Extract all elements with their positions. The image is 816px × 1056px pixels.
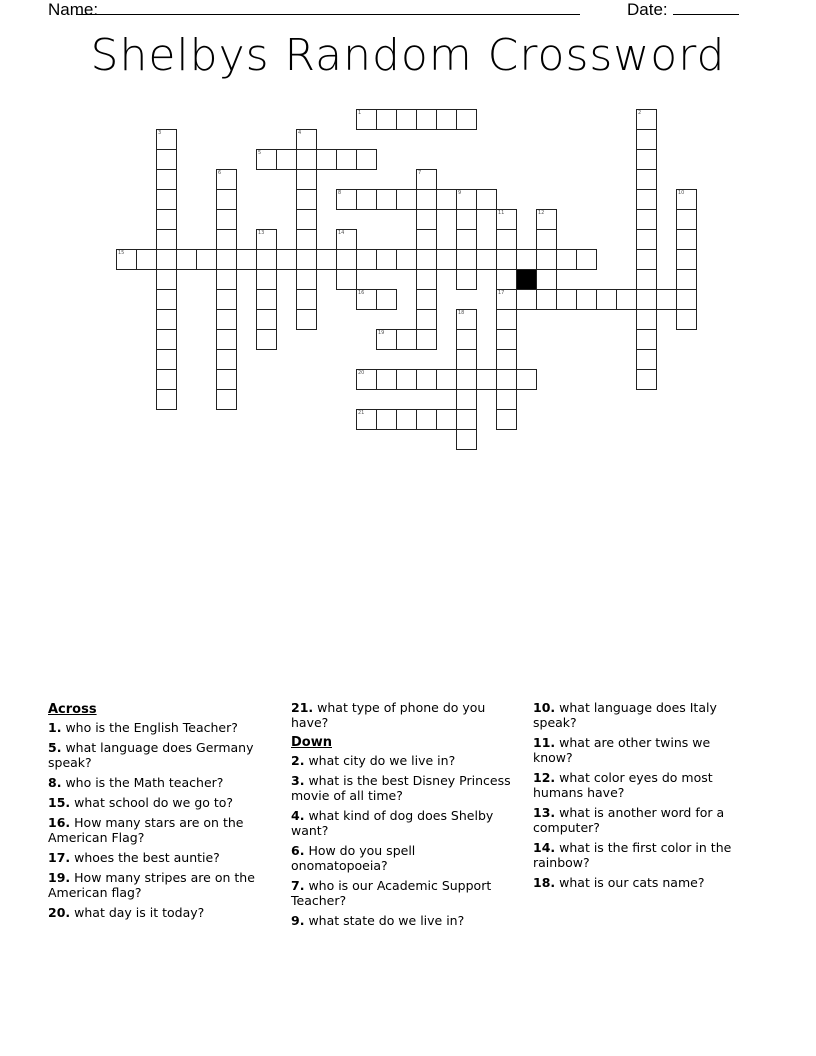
crossword-cell[interactable] (676, 209, 697, 230)
crossword-cell[interactable] (396, 109, 417, 130)
crossword-cell[interactable] (256, 269, 277, 290)
crossword-cell[interactable] (596, 289, 617, 310)
crossword-cell[interactable] (376, 329, 397, 350)
crossword-cell[interactable] (376, 249, 397, 270)
clue-down-12 (533, 770, 743, 800)
crossword-cell[interactable] (456, 229, 477, 250)
clue-across-1 (48, 720, 263, 735)
clue-down-2 (291, 753, 511, 768)
crossword-cell[interactable] (156, 329, 177, 350)
crossword-cell[interactable] (336, 269, 357, 290)
clue-across-19 (48, 870, 263, 900)
crossword-cell[interactable] (456, 349, 477, 370)
crossword-cell[interactable] (156, 149, 177, 170)
crossword-cell[interactable] (496, 229, 517, 250)
crossword-cell[interactable] (456, 409, 477, 430)
crossword-cell[interactable] (296, 309, 317, 330)
clue-number: 8. (48, 775, 62, 790)
crossword-cell[interactable] (416, 369, 437, 390)
cell-number: 20 (358, 370, 365, 376)
crossword-cell[interactable] (216, 169, 237, 190)
clue-text: what is our cats name? (559, 875, 705, 890)
crossword-cell[interactable] (156, 129, 177, 150)
clues-column-3 (533, 700, 743, 895)
clue-number: 6. (291, 843, 305, 858)
crossword-cell[interactable] (676, 289, 697, 310)
crossword-cell[interactable] (416, 189, 437, 210)
crossword-cell[interactable] (496, 349, 517, 370)
crossword-cell[interactable] (296, 269, 317, 290)
crossword-cell[interactable] (156, 389, 177, 410)
crossword-cell[interactable] (276, 149, 297, 170)
crossword-cell[interactable] (156, 209, 177, 230)
name-field[interactable] (76, 14, 580, 15)
crossword-cell[interactable] (376, 109, 397, 130)
crossword-cell[interactable] (156, 169, 177, 190)
crossword-cell[interactable] (296, 169, 317, 190)
clue-number: 2. (291, 753, 305, 768)
clue-down-11 (533, 735, 743, 765)
clue-across-15 (48, 795, 263, 810)
cell-number: 7 (418, 170, 422, 176)
crossword-cell[interactable] (496, 269, 517, 290)
crossword-cell[interactable] (476, 189, 497, 210)
cell-number: 12 (538, 210, 545, 216)
clue-across-17 (48, 850, 263, 865)
clue-text: what day is it today? (74, 905, 205, 920)
cell-number: 5 (258, 150, 262, 156)
crossword-cell[interactable] (456, 389, 477, 410)
crossword-cell[interactable] (216, 189, 237, 210)
crossword-cell[interactable] (456, 189, 477, 210)
crossword-cell[interactable] (256, 289, 277, 310)
clue-text: How do you spell onomatopoeia? (291, 843, 416, 873)
crossword-cell[interactable] (416, 309, 437, 330)
crossword-cell[interactable] (256, 329, 277, 350)
crossword-cell[interactable] (536, 249, 557, 270)
crossword-cell[interactable] (156, 309, 177, 330)
crossword-cell[interactable] (536, 269, 557, 290)
crossword-cell[interactable] (296, 229, 317, 250)
crossword-cell[interactable] (296, 289, 317, 310)
clue-number: 19. (48, 870, 71, 885)
crossword-cell[interactable] (396, 369, 417, 390)
crossword-cell[interactable] (436, 369, 457, 390)
cell-number: 9 (458, 190, 462, 196)
cell-number: 21 (358, 410, 365, 416)
clue-down-14 (533, 840, 743, 870)
crossword-cell[interactable] (496, 309, 517, 330)
crossword-cell[interactable] (336, 149, 357, 170)
crossword-cell[interactable] (496, 409, 517, 430)
across-heading: Across (48, 702, 97, 717)
clue-across-5 (48, 740, 263, 770)
cell-number: 11 (498, 210, 505, 216)
clue-number: 5. (48, 740, 62, 755)
crossword-cell[interactable] (496, 369, 517, 390)
crossword-cell[interactable] (216, 289, 237, 310)
crossword-cell[interactable] (416, 329, 437, 350)
clue-text: what city do we live in? (308, 753, 456, 768)
crossword-cell[interactable] (296, 189, 317, 210)
crossword-cell[interactable] (396, 249, 417, 270)
crossword-cell[interactable] (436, 109, 457, 130)
clue-down-10 (533, 700, 743, 730)
clue-text: what kind of dog does Shelby want? (291, 808, 494, 838)
crossword-cell[interactable] (496, 249, 517, 270)
crossword-cell[interactable] (416, 109, 437, 130)
crossword-cell[interactable] (256, 309, 277, 330)
crossword-cell[interactable] (556, 249, 577, 270)
crossword-cell[interactable] (336, 229, 357, 250)
clue-across-20 (48, 905, 263, 920)
cell-number: 16 (358, 290, 365, 296)
cell-number: 15 (118, 250, 125, 256)
clue-down-4 (291, 808, 511, 838)
crossword-cell[interactable] (116, 249, 137, 270)
clue-text: what school do we go to? (74, 795, 234, 810)
name-label: Name: (48, 0, 99, 19)
clue-number: 18. (533, 875, 556, 890)
clue-number: 17. (48, 850, 71, 865)
crossword-cell[interactable] (356, 109, 377, 130)
crossword-cell[interactable] (536, 229, 557, 250)
crossword-cell[interactable] (156, 249, 177, 270)
crossword-cell[interactable] (156, 269, 177, 290)
crossword-cell[interactable] (476, 249, 497, 270)
clue-number: 15. (48, 795, 71, 810)
cell-number: 14 (338, 230, 345, 236)
crossword-cell[interactable] (256, 149, 277, 170)
crossword-cell[interactable] (556, 289, 577, 310)
clue-text: what is another word for a computer? (533, 805, 725, 835)
crossword-cell[interactable] (316, 149, 337, 170)
crossword-cell[interactable] (396, 329, 417, 350)
crossword-cell[interactable] (636, 309, 657, 330)
crossword-cell[interactable] (636, 149, 657, 170)
crossword-cell[interactable] (156, 349, 177, 370)
clue-number: 9. (291, 913, 305, 928)
crossword-cell[interactable] (156, 289, 177, 310)
crossword-cell[interactable] (436, 249, 457, 270)
page-title: Shelbys Random Crossword (90, 30, 726, 81)
clue-down-9 (291, 913, 511, 928)
crossword-cell[interactable] (636, 109, 657, 130)
crossword-cell[interactable] (456, 309, 477, 330)
clues-column-2 (291, 700, 511, 933)
crossword-cell[interactable] (636, 269, 657, 290)
crossword-cell[interactable] (356, 289, 377, 310)
crossword-cell[interactable] (396, 409, 417, 430)
clue-down-7 (291, 878, 511, 908)
date-label: Date: (627, 0, 668, 19)
crossword-cell[interactable] (216, 389, 237, 410)
crossword-cell[interactable] (676, 269, 697, 290)
crossword-cell[interactable] (216, 329, 237, 350)
clue-text: what are other twins we know? (533, 735, 711, 765)
clue-text: whoes the best auntie? (74, 850, 220, 865)
crossword-cell[interactable] (636, 189, 657, 210)
crossword-cell[interactable] (436, 409, 457, 430)
crossword-cell[interactable] (496, 329, 517, 350)
crossword-cell[interactable] (636, 209, 657, 230)
crossword-cell[interactable] (436, 189, 457, 210)
crossword-cell[interactable] (396, 189, 417, 210)
crossword-cell[interactable] (216, 309, 237, 330)
clue-text: what type of phone do you have? (291, 700, 486, 730)
clues-column-1 (48, 700, 263, 925)
cell-number: 2 (638, 110, 642, 116)
cell-number: 17 (498, 290, 505, 296)
black-cell (516, 269, 537, 290)
clue-number: 3. (291, 773, 305, 788)
crossword-cell[interactable] (336, 249, 357, 270)
crossword-cell[interactable] (476, 369, 497, 390)
clue-down-18 (533, 875, 743, 890)
clue-across-21 (291, 700, 511, 730)
crossword-cell[interactable] (496, 389, 517, 410)
clue-text: How many stripes are on the American flag? (48, 870, 255, 900)
clue-number: 4. (291, 808, 305, 823)
crossword-cell[interactable] (196, 249, 217, 270)
clue-text: who is our Academic Support Teacher? (291, 878, 492, 908)
crossword-cell[interactable] (416, 209, 437, 230)
crossword-cell[interactable] (576, 249, 597, 270)
crossword-cell[interactable] (576, 289, 597, 310)
clue-text: who is the English Teacher? (65, 720, 238, 735)
cell-number: 19 (378, 330, 385, 336)
crossword-cell[interactable] (416, 169, 437, 190)
crossword-cell[interactable] (296, 209, 317, 230)
down-heading: Down (291, 735, 332, 750)
clue-down-6 (291, 843, 511, 873)
crossword-cell[interactable] (156, 369, 177, 390)
crossword-cell[interactable] (296, 249, 317, 270)
cell-number: 3 (158, 130, 162, 136)
crossword-cell[interactable] (676, 249, 697, 270)
cell-number: 1 (358, 110, 362, 116)
date-field[interactable] (673, 14, 739, 15)
crossword-cell[interactable] (356, 369, 377, 390)
clue-text: what language does Italy speak? (533, 700, 717, 730)
crossword-cell[interactable] (656, 289, 677, 310)
crossword-cell[interactable] (216, 269, 237, 290)
crossword-cell[interactable] (156, 189, 177, 210)
crossword-cell[interactable] (256, 229, 277, 250)
clue-number: 21. (291, 700, 314, 715)
clue-text: How many stars are on the American Flag? (48, 815, 244, 845)
crossword-cell[interactable] (516, 369, 537, 390)
cell-number: 13 (258, 230, 265, 236)
cell-number: 6 (218, 170, 222, 176)
crossword-cell[interactable] (516, 249, 537, 270)
clue-number: 1. (48, 720, 62, 735)
crossword-cell[interactable] (216, 209, 237, 230)
clue-text: what is the best Disney Princess movie of all time? (291, 773, 511, 803)
crossword-cell[interactable] (216, 369, 237, 390)
crossword-cell[interactable] (636, 169, 657, 190)
crossword-cell[interactable] (416, 269, 437, 290)
crossword-cell[interactable] (676, 189, 697, 210)
crossword-cell[interactable] (256, 249, 277, 270)
clue-text: what state do we live in? (308, 913, 465, 928)
crossword-cell[interactable] (276, 249, 297, 270)
crossword-cell[interactable] (216, 349, 237, 370)
crossword-cell[interactable] (376, 189, 397, 210)
crossword-cell[interactable] (636, 229, 657, 250)
clue-down-3 (291, 773, 511, 803)
clue-number: 10. (533, 700, 556, 715)
crossword-cell[interactable] (676, 309, 697, 330)
crossword-cell[interactable] (356, 409, 377, 430)
cell-number: 10 (678, 190, 685, 196)
crossword-cell[interactable] (136, 249, 157, 270)
clue-number: 16. (48, 815, 71, 830)
crossword-cell[interactable] (496, 209, 517, 230)
clue-text: what language does Germany speak? (48, 740, 254, 770)
crossword-cell[interactable] (176, 249, 197, 270)
clue-text: what color eyes do most humans have? (533, 770, 713, 800)
crossword-cell[interactable] (456, 109, 477, 130)
crossword-cell[interactable] (296, 149, 317, 170)
clue-number: 13. (533, 805, 556, 820)
clue-down-13 (533, 805, 743, 835)
clue-number: 14. (533, 840, 556, 855)
cell-number: 18 (458, 310, 465, 316)
crossword-cell[interactable] (456, 209, 477, 230)
crossword-cell[interactable] (456, 429, 477, 450)
cell-number: 4 (298, 130, 302, 136)
clue-number: 7. (291, 878, 305, 893)
clue-number: 12. (533, 770, 556, 785)
crossword-cell[interactable] (416, 249, 437, 270)
clue-text: who is the Math teacher? (65, 775, 224, 790)
crossword-cell[interactable] (156, 229, 177, 250)
crossword-cell[interactable] (636, 289, 657, 310)
crossword-cell[interactable] (376, 409, 397, 430)
clue-number: 11. (533, 735, 556, 750)
crossword-cell[interactable] (636, 249, 657, 270)
clue-across-8 (48, 775, 263, 790)
crossword-cell[interactable] (216, 249, 237, 270)
crossword-cell[interactable] (636, 329, 657, 350)
crossword-cell[interactable] (616, 289, 637, 310)
crossword-cell[interactable] (456, 269, 477, 290)
crossword-cell[interactable] (456, 249, 477, 270)
crossword-cell[interactable] (216, 229, 237, 250)
crossword-cell[interactable] (296, 129, 317, 150)
crossword-grid (117, 110, 717, 470)
crossword-cell[interactable] (676, 229, 697, 250)
crossword-cell[interactable] (356, 149, 377, 170)
crossword-cell[interactable] (236, 249, 257, 270)
crossword-cell[interactable] (496, 289, 517, 310)
clue-across-16 (48, 815, 263, 845)
crossword-cell[interactable] (536, 289, 557, 310)
clue-text: what is the first color in the rainbow? (533, 840, 732, 870)
crossword-cell[interactable] (376, 289, 397, 310)
crossword-cell[interactable] (456, 369, 477, 390)
crossword-cell[interactable] (356, 249, 377, 270)
crossword-cell[interactable] (536, 209, 557, 230)
crossword-cell[interactable] (416, 289, 437, 310)
crossword-cell[interactable] (356, 189, 377, 210)
clue-number: 20. (48, 905, 71, 920)
crossword-cell[interactable] (516, 289, 537, 310)
crossword-cell[interactable] (636, 369, 657, 390)
crossword-cell[interactable] (416, 229, 437, 250)
crossword-cell[interactable] (416, 409, 437, 430)
cell-number: 8 (338, 190, 342, 196)
crossword-cell[interactable] (636, 349, 657, 370)
crossword-cell[interactable] (316, 249, 337, 270)
crossword-cell[interactable] (636, 129, 657, 150)
crossword-cell[interactable] (336, 189, 357, 210)
crossword-cell[interactable] (456, 329, 477, 350)
crossword-cell[interactable] (376, 369, 397, 390)
